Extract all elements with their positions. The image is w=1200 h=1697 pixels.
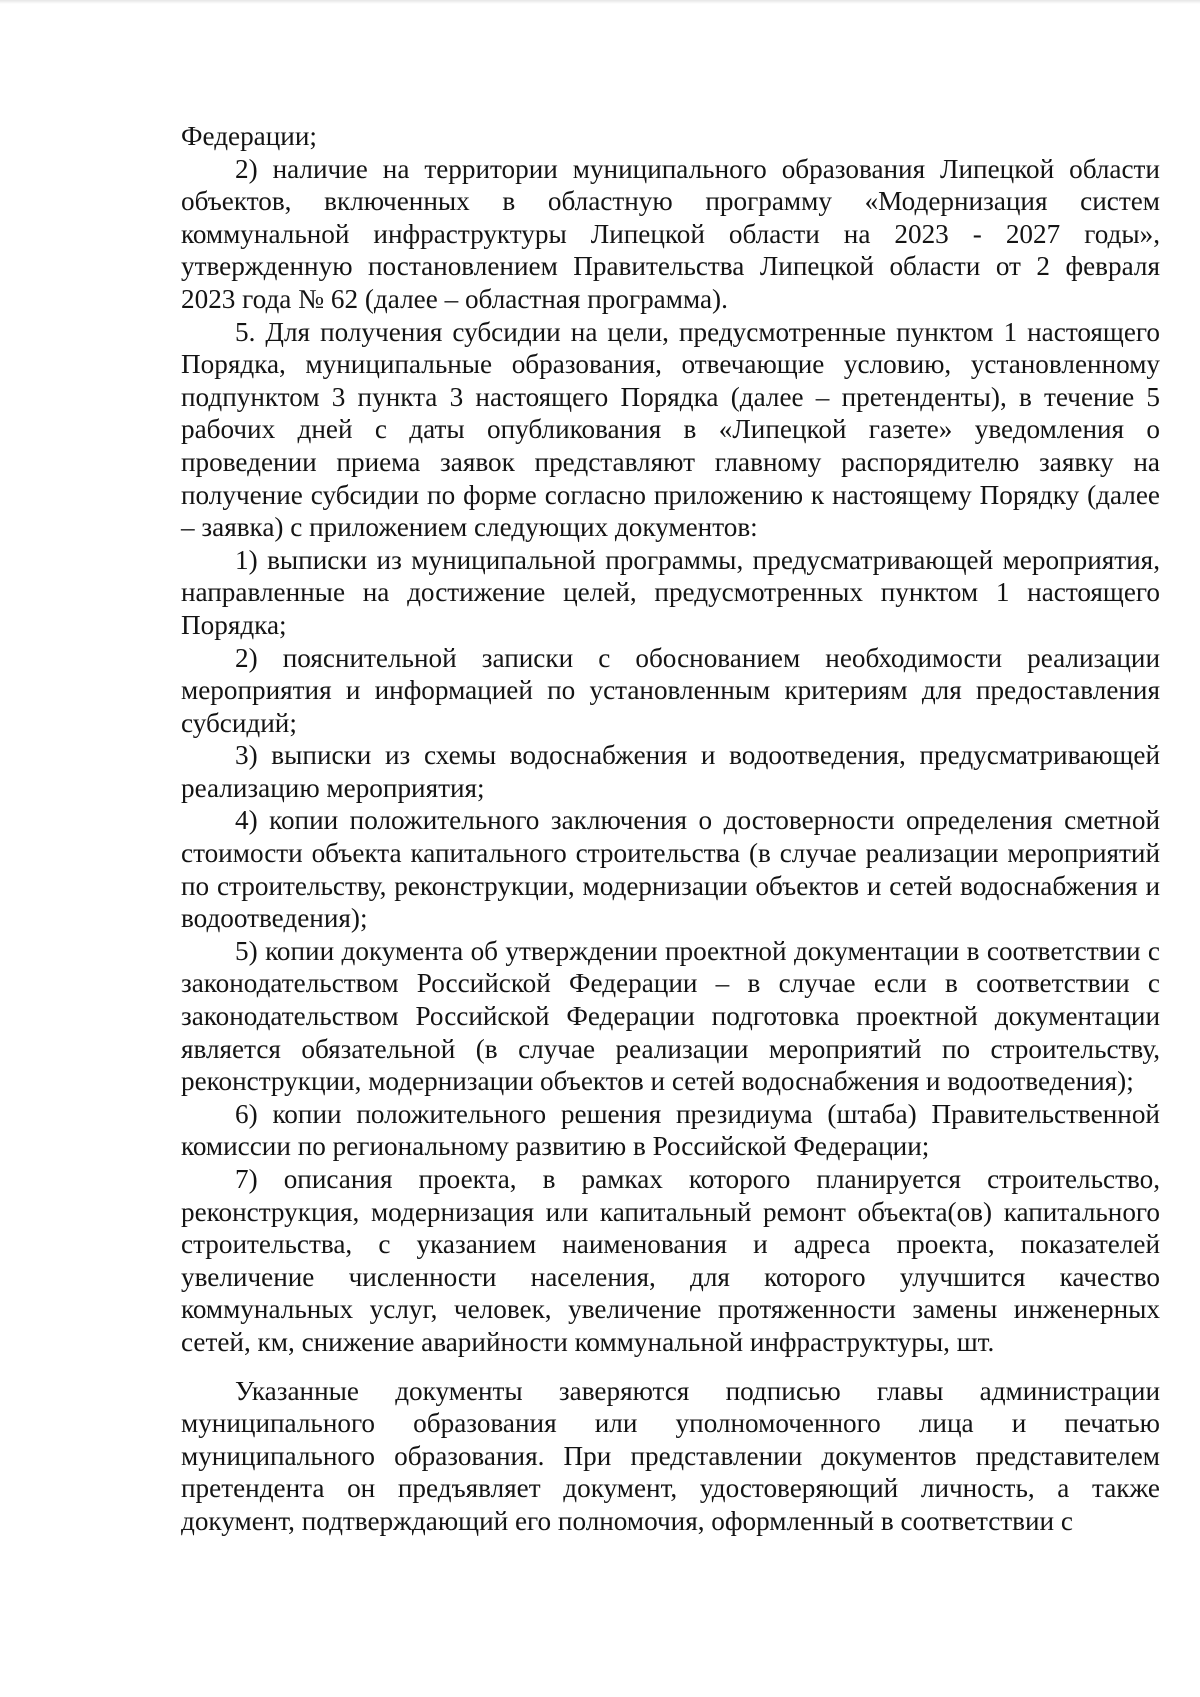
paragraph-doc-3: 3) выписки из схемы водоснабжения и водоотведения, предусматривающей реализацию мероприятия; — [181, 740, 1160, 803]
scan-top-edge — [0, 0, 1200, 4]
paragraph-continuation: Федерации; — [181, 121, 317, 151]
paragraph-doc-7: 7) описания проекта, в рамках которого планируется строительство, реконструкция, модернизация или капитальный ремонт объекта(ов) капитального строительства, с указанием наименования и адреса проекта, показателей увеличение численности населения, для которого улучшится качество коммунальных услуг, человек, увеличение протяженности замены инженерных сетей, км, снижение аварийности коммунальной инфраструктуры, шт. — [181, 1164, 1160, 1357]
paragraph-item-2-municipal-objects: 2) наличие на территории муниципального образования Липецкой области объектов, включенных в областную программу «Модернизация систем коммунальной инфраструктуры Липецкой области на 2023 - 2027 годы», утвержденную постановлением Правительства Липецкой области от 2 февраля 2023 года № 62 (далее – областная программа). — [181, 153, 1160, 314]
paragraph-clause-5: 5. Для получения субсидии на цели, предусмотренные пунктом 1 настоящего Порядка, муниципальные образования, отвечающие условию, установленному подпунктом 3 пункта 3 настоящего Порядка (далее – претенденты), в течение 5 рабочих дней с даты опубликования в «Липецкой газете» уведомления о проведении приема заявок представляют главному распорядителю заявку на получение субсидии по форме согласно приложению к настоящему Порядку (далее – заявка) с приложением следующих документов: — [181, 316, 1160, 543]
document-page — [181, 120, 1160, 1538]
paragraph-doc-2: 2) пояснительной записки с обоснованием необходимости реализации мероприятия и информацией по установленным критериям для предоставления субсидий; — [181, 642, 1160, 738]
paragraph-doc-4: 4) копии положительного заключения о достоверности определения сметной стоимости объекта капитального строительства (в случае реализации мероприятий по строительству, реконструкции, модернизации объектов и сетей водоснабжения и водоотведения); — [181, 805, 1160, 934]
paragraph-doc-1: 1) выписки из муниципальной программы, предусматривающей мероприятия, направленные на достижение целей, предусмотренных пунктом 1 настоящего Порядка; — [181, 544, 1160, 640]
paragraph-doc-5: 5) копии документа об утверждении проектной документации в соответствии с законодательством Российской Федерации – в случае если в соответствии с законодательством Российской Федерации подготовка проектной документации является обязательной (в случае реализации мероприятий по строительству, реконструкции, модернизации объектов и сетей водоснабжения и водоотведения); — [181, 935, 1160, 1097]
paragraph-certification: Указанные документы заверяются подписью главы администрации муниципального образования или уполномоченного лица и печатью муниципального образования. При представлении документов представителем претендента он предъявляет документ, удостоверяющий личность, а также документ, подтверждающий его полномочия, оформленный в соответствии с — [181, 1375, 1160, 1536]
paragraph-doc-6: 6) копии положительного решения президиума (штаба) Правительственной комиссии по региональному развитию в Российской Федерации; — [181, 1098, 1160, 1162]
